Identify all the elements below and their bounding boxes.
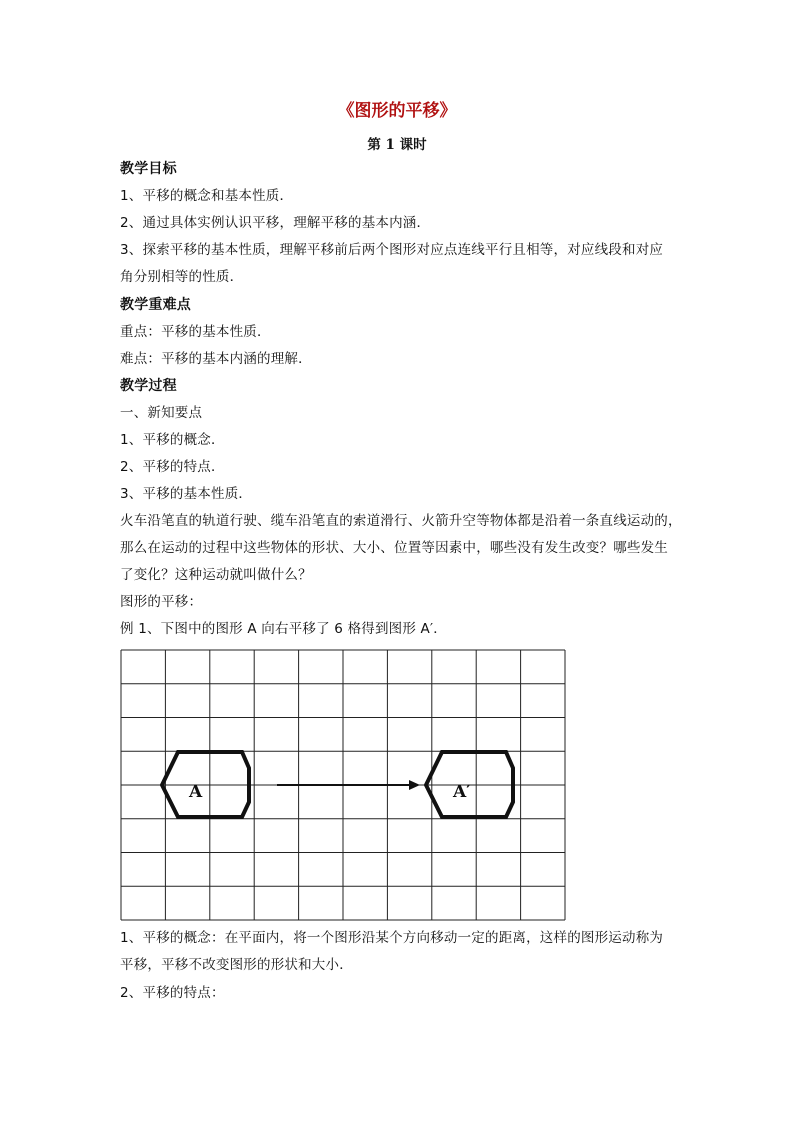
example-1: 例 1、下图中的图形 A 向右平移了 6 格得到图形 A′． — [120, 621, 447, 637]
translation-grid-svg — [120, 649, 566, 921]
new-point-2: 2、平移的特点． — [120, 459, 225, 475]
paragraph-line-1: 火车沿笔直的轨道行驶、缆车沿笔直的索道滑行、火箭升空等物体都是沿着一条直线运动的， — [120, 513, 682, 529]
new-point-1: 1、平移的概念． — [120, 432, 225, 448]
goal-3-line-1: 3、探索平移的基本性质，理解平移前后两个图形对应点连线平行且相等，对应线段和对应 — [120, 242, 664, 258]
new-points-heading: 一、新知要点 — [120, 405, 203, 421]
translation-figure — [120, 649, 566, 921]
translation-arrowhead — [409, 780, 420, 790]
concept-line-1: 1、平移的概念：在平面内，将一个图形沿某个方向移动一定的距离，这样的图形运动称为 — [120, 930, 664, 946]
process-heading: 教学过程 — [120, 378, 177, 394]
translation-label: 图形的平移： — [120, 594, 203, 610]
key-point: 重点：平移的基本性质． — [120, 324, 271, 340]
goal-1: 1、平移的概念和基本性质． — [120, 188, 294, 204]
goal-3-line-2: 角分别相等的性质． — [120, 269, 244, 285]
label-a: A — [189, 782, 203, 802]
new-point-3: 3、平移的基本性质． — [120, 486, 253, 502]
lesson-subtitle: 第 1 课时 — [367, 137, 427, 153]
goals-heading: 教学目标 — [120, 161, 177, 177]
document-title: 《图形的平移》 — [337, 101, 457, 121]
goal-2: 2、通过具体实例认识平移，理解平移的基本内涵． — [120, 215, 431, 231]
label-a-prime: A′ — [453, 782, 471, 802]
features-heading: 2、平移的特点： — [120, 985, 225, 1001]
key-heading: 教学重难点 — [120, 297, 191, 313]
difficult-point: 难点：平移的基本内涵的理解． — [120, 351, 312, 367]
paragraph-line-2: 那么在运动的过程中这些物体的形状、大小、位置等因素中，哪些没有发生改变？哪些发生 — [120, 540, 668, 556]
concept-line-2: 平移，平移不改变图形的形状和大小． — [120, 957, 353, 973]
paragraph-line-3: 了变化？这种运动就叫做什么？ — [120, 567, 312, 583]
